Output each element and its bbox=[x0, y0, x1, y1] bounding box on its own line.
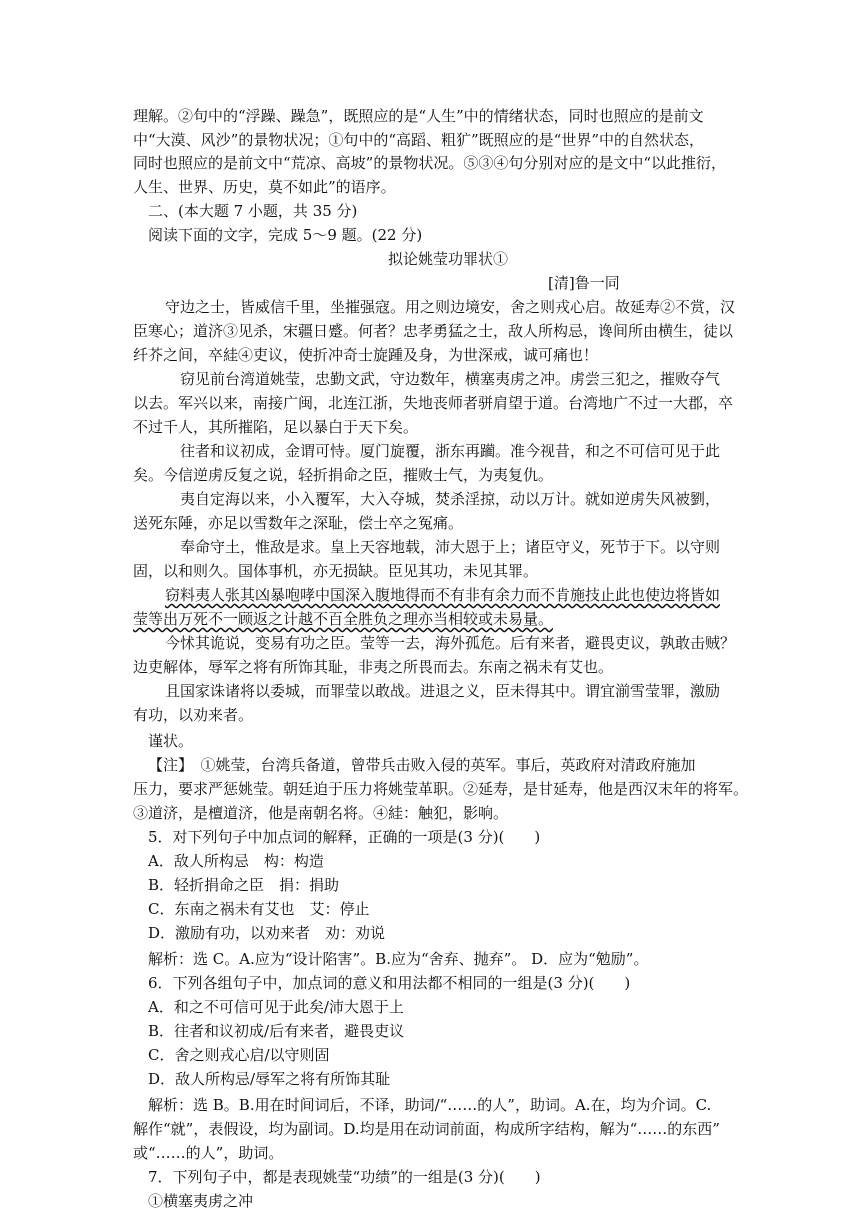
text-line: 5．对下列句子中加点词的解释，正确的一项是(3 分)( ) bbox=[148, 828, 541, 846]
text-line: 往者和议初成，金谓可恃。厦门旋覆，浙东再躏。准今视昔，和之不可信可见于此 bbox=[180, 442, 721, 460]
text-line: 解作“就”，表假设，均为副词。D.均是用在动词前面，构成所字结构，解为“……的东西” bbox=[133, 1120, 720, 1138]
text-line: 守边之士，皆威信千里，坐摧强寇。用之则边境安，舍之则戎心启。故延寿②不赏，汉 bbox=[165, 298, 736, 316]
text-line: 或“……的人”，助词。 bbox=[133, 1144, 284, 1162]
text-line: 且国家诛诸将以委城，而罪莹以敢战。进退之义，臣未得其中。谓宜湔雪莹罪，激励 bbox=[165, 682, 721, 700]
text-line: 送死东陲，亦足以雪数年之深耻，偿士卒之冤痛。 bbox=[133, 514, 464, 532]
text-line: 固，以和则久。国体事机，亦无损缺。臣见其功，未见其罪。 bbox=[133, 562, 539, 580]
article-author: [清]鲁一同 bbox=[548, 274, 620, 292]
text-line: 纤芥之间，卒絓④吏议，使折冲奇士旋踵及身，为世深戒，诚可痛也！ bbox=[133, 346, 599, 364]
article-title: 拟论姚莹功罪状① bbox=[388, 250, 509, 268]
text-line: 理解。②句中的“浮躁、躁急”，既照应的是“人生”中的情绪状态，同时也照应的是前文 bbox=[133, 107, 704, 125]
text-line: ③道济，是檀道济，他是南朝名将。④絓：触犯，影响。 bbox=[133, 804, 509, 822]
text-line: 压力，要求严惩姚莹。朝廷迫于压力将姚莹革职。②延寿，是甘延寿，他是西汉末年的将军。 bbox=[133, 780, 749, 798]
text-line: 以去。军兴以来，南接广闽，北连江浙，失地丧师者骈肩望于道。台湾地广不过一大郡，卒 bbox=[133, 394, 734, 412]
text-line: D．激励有功，以劝来者 劝：劝说 bbox=[148, 924, 386, 942]
text-line: 二、(本大题 7 小题，共 35 分) bbox=[148, 202, 358, 220]
text-line: 谨状。 bbox=[148, 732, 194, 750]
text-line: 同时也照应的是前文中“荒凉、高坡”的景物状况。⑤③④句分别对应的是文中“以此推衍， bbox=[133, 154, 727, 172]
text-line: 中“大漠、风沙”的景物状况；①句中的“高蹈、粗犷”既照应的是“世界”中的自然状态， bbox=[133, 131, 705, 149]
text-line: 人生、世界、历史，莫不如此”的语序。 bbox=[133, 178, 396, 196]
text-line: 窃料夷人张其凶暴咆哮中国深入腹地得而不有非有余力而不肯施技止此也使边将皆如 bbox=[165, 586, 721, 604]
text-line: 奉命守土，惟敌是求。皇上天容地载，沛大恩于上；诸臣守义，死节于下。以守则 bbox=[180, 538, 721, 556]
text-line: D．敌人所构忌/辱军之将有所饰其耻 bbox=[148, 1070, 391, 1088]
text-line: 不过千人，其所摧陷，足以暴白于天下矣。 bbox=[133, 418, 419, 436]
text-line: ①横塞夷虏之冲 bbox=[148, 1192, 254, 1210]
text-line: 边吏解体，辱军之将有所饰其耻，非夷之所畏而去。东南之祸未有艾也。 bbox=[133, 658, 614, 676]
text-line: 今怵其诡说，变易有功之臣。莹等一去，海外孤危。后有来者，避畏吏议，孰敢击贼？ bbox=[165, 634, 736, 652]
text-line: 6．下列各组句子中，加点词的意义和用法都不相同的一组是(3 分)( ) bbox=[148, 974, 631, 992]
text-line: 有功，以劝来者。 bbox=[133, 706, 254, 724]
text-line: C．东南之祸未有艾也 艾：停止 bbox=[148, 900, 370, 918]
text-line: 阅读下面的文字，完成 5～9 题。(22 分) bbox=[148, 226, 423, 244]
text-line: 臣寒心；道济③见杀，宋疆日蹙。何者？忠孝勇猛之士，敌人所构忌，谗间所由横生，徒以 bbox=[133, 322, 734, 340]
text-line: 矣。今信逆虏反复之说，轻折捐命之臣，摧败士气，为夷复仇。 bbox=[133, 466, 554, 484]
text-line: 解析：选 B。B.用在时间词后，不译，助词/“……的人”，助词。A.在，均为介词。C. bbox=[148, 1096, 712, 1114]
text-line: 【注】 ①姚莹，台湾兵备道，曾带兵击败入侵的英军。事后，英政府对清政府施加 bbox=[148, 756, 696, 774]
text-line: B．轻折捐命之臣 捐：捐助 bbox=[148, 876, 340, 894]
text-line: 莹等出万死不一顾返之计越不百全胜负之理亦当相较或未易量。 bbox=[133, 610, 554, 628]
text-line: 7．下列句子中，都是表现姚莹“功绩”的一组是(3 分)( ) bbox=[148, 1168, 541, 1186]
text-line: 解析：选 C。A.应为“设计陷害”。B.应为“舍弃、抛弃”。 D．应为“勉励”。 bbox=[148, 950, 649, 968]
text-line: 窃见前台湾道姚莹，忠勤文武，守边数年，横塞夷虏之冲。虏尝三犯之，摧败夺气 bbox=[180, 370, 721, 388]
text-line: B．往者和议初成/后有来者，避畏吏议 bbox=[148, 1022, 405, 1040]
text-line: 夷自定海以来，小入覆军，大入夺城，焚杀淫掠，动以万计。就如逆虏失风被劉， bbox=[180, 490, 721, 508]
text-line: A．敌人所构忌 构：构造 bbox=[148, 852, 324, 870]
text-line: A．和之不可信可见于此矣/沛大恩于上 bbox=[148, 998, 404, 1016]
text-line: C．舍之则戎心启/以守则固 bbox=[148, 1046, 330, 1064]
